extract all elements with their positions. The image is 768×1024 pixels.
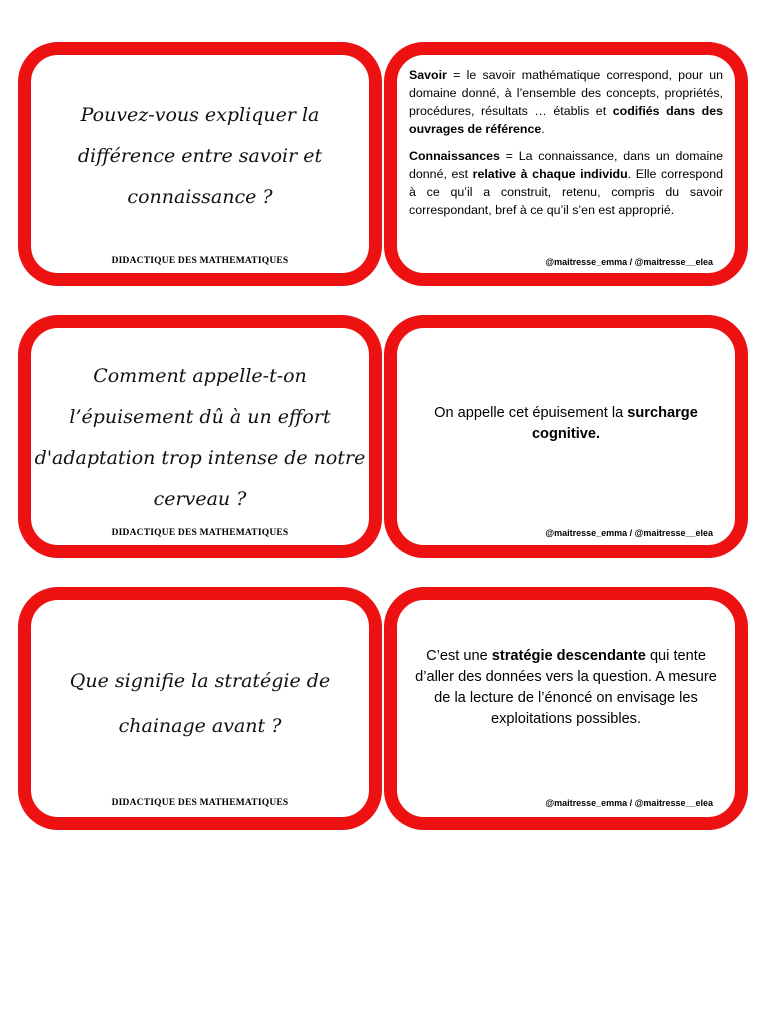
question-line: chainage avant ? — [118, 715, 282, 737]
answer-bold: codifiés dans des ouvrages de référence — [409, 104, 723, 136]
author-credit: @maitresse_emma / @maitresse__elea — [545, 528, 713, 538]
answer-bold: relative à chaque individu — [472, 167, 628, 181]
answer-span: . — [541, 122, 545, 136]
answer-bold: stratégie descendante — [491, 648, 646, 664]
answer-span: qui tente d’aller des données vers la question. A mesure de la lecture de l’énoncé on envisage les exploitations possibles. — [415, 648, 717, 727]
answer-paragraph-connaissances — [409, 147, 723, 219]
question-line: d'adaptation trop intense de notre — [34, 447, 366, 469]
answer-text — [415, 646, 717, 730]
answer-text — [409, 66, 723, 228]
question-line: l’épuisement dû à un effort — [69, 406, 331, 428]
question-text — [31, 356, 369, 520]
question-text — [31, 659, 369, 749]
question-card-2 — [18, 315, 382, 558]
answer-text — [415, 403, 717, 445]
answer-span: = La connaissance, dans un domaine donné, est — [409, 149, 723, 181]
question-line: cerveau ? — [153, 488, 247, 510]
author-credit: @maitresse_emma / @maitresse__elea — [545, 257, 713, 267]
question-text — [31, 95, 369, 218]
answer-card-2 — [384, 315, 748, 558]
question-card-1 — [18, 42, 382, 286]
category-tag: DIDACTIQUE DES MATHEMATIQUES — [111, 798, 289, 808]
answer-paragraph-savoir — [409, 66, 723, 138]
answer-span: . Elle correspond à ce qu’il a construit, retenu, compris du savoir correspondant, bref à ce qu’il s’en est approprié. — [409, 167, 723, 217]
category-tag: DIDACTIQUE DES MATHEMATIQUES — [111, 528, 289, 538]
question-line: connaissance ? — [127, 186, 273, 208]
answer-span: On appelle cet épuisement la — [434, 405, 628, 421]
answer-card-3 — [384, 587, 748, 830]
question-line: Pouvez-vous expliquer la — [80, 104, 320, 126]
term-savoir: Savoir — [409, 68, 447, 82]
answer-bold: surcharge cognitive. — [531, 405, 698, 442]
question-line: différence entre savoir et — [77, 145, 323, 167]
answer-span: = le savoir mathématique correspond, pour un domaine donné, à l’ensemble des concepts, propriétés, procédures, résultats … établis et — [409, 68, 723, 118]
answer-card-1 — [384, 42, 748, 286]
answer-span: C’est une — [426, 648, 492, 664]
category-tag: DIDACTIQUE DES MATHEMATIQUES — [111, 256, 289, 266]
author-credit: @maitresse_emma / @maitresse__elea — [545, 798, 713, 808]
term-connaissances: Connaissances — [409, 149, 500, 163]
question-line: Que signifie la stratégie de — [69, 670, 331, 692]
question-line: Comment appelle-t-on — [93, 365, 307, 387]
question-card-3 — [18, 587, 382, 830]
